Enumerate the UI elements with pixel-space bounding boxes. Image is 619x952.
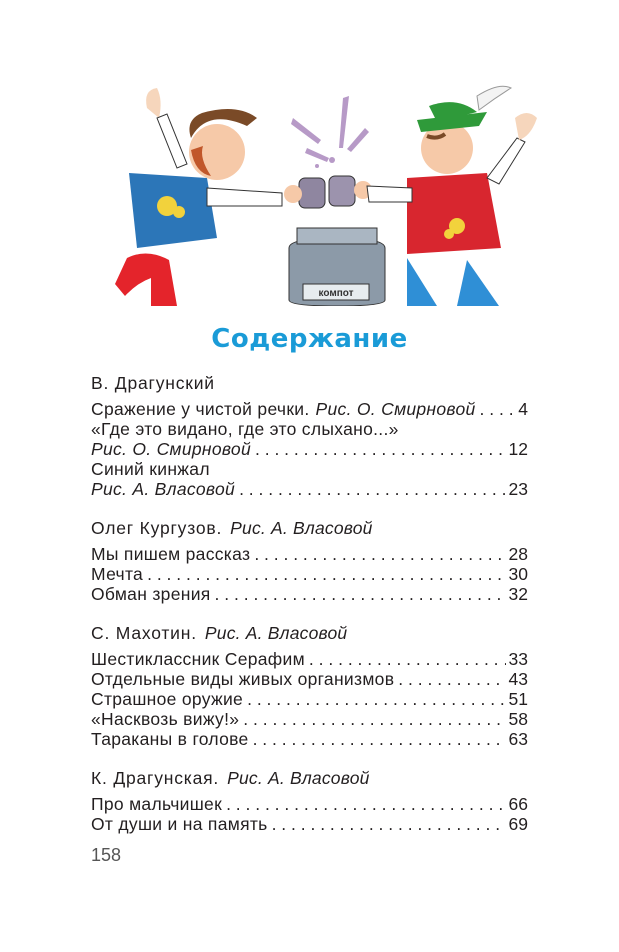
page-title: Содержание [211,324,408,354]
toc-entry [91,459,528,479]
left-musketeer [115,88,282,306]
leader-dots [255,439,506,459]
leader-dots [239,479,505,499]
author-illustrator: Рис. А. Власовой [204,623,348,643]
entry-title [91,479,235,499]
entry-page: 33 [508,649,528,669]
entry-page: 43 [508,669,528,689]
toc-entry [91,814,528,834]
page-number: 158 [91,845,122,865]
leader-dots [272,814,506,834]
entry-page: 66 [508,794,528,814]
entry-page: 30 [508,564,528,584]
entry-title: Обман зрения [91,584,211,604]
leader-dots [398,669,505,689]
leader-dots [226,794,505,814]
toc-group-dragunskaya [91,768,528,834]
entry-title: От души и на память [91,814,268,834]
leader-dots [247,689,505,709]
entry-title: Тараканы в голове [91,729,249,749]
entry-illustrator: Рис. О. Смирновой [91,439,251,459]
toc-group-makhotin [91,623,528,749]
entry-page: 63 [508,729,528,749]
entry-page: 23 [508,479,528,499]
table-of-contents [91,373,528,853]
toc-entry [91,564,528,584]
leader-dots [480,399,516,419]
entry-page: 4 [518,399,528,419]
entry-title: Синий кинжал [91,459,210,479]
entry-illustrator: Рис. О. Смирновой [315,399,476,419]
author-name: Олег Кургузов. [91,518,223,538]
toc-author [91,623,528,643]
entry-illustrator: Рис. А. Власовой [91,479,236,499]
leader-dots [147,564,505,584]
leader-dots [253,729,506,749]
toc-entry [91,649,528,669]
entry-title: «Где это видано, где это слыхано...» [91,419,399,439]
toc-author [91,768,528,788]
toc-entry [91,669,528,689]
entry-page: 28 [508,544,528,564]
toc-entry [91,399,528,419]
entry-title [91,439,251,459]
entry-title: Мы пишем рассказ [91,544,251,564]
compote-splash [291,96,369,168]
entry-title: «Насквозь вижу!» [91,709,240,729]
toc-entry [91,544,528,564]
entry-title: Страшное оружие [91,689,244,709]
author-name: К. Драгунская. [91,768,220,788]
toc-entry [91,439,528,459]
entry-page: 32 [508,584,528,604]
leader-dots [215,584,506,604]
entry-title: Про мальчишек [91,794,223,814]
toc-entry [91,709,528,729]
toc-group-kurguzov [91,518,528,604]
entry-title: Отдельные виды живых организмов [91,669,395,689]
toc-entry [91,419,528,439]
entry-title: Шестиклассник Серафим [91,649,305,669]
author-illustrator: Рис. А. Власовой [227,768,370,788]
toc-author [91,373,528,393]
entry-title: Сражение у чистой речки. Рис. О. Смирновой [91,399,476,419]
musketeers-illustration [107,78,553,306]
author-name: С. Махотин. [91,623,197,643]
entry-page: 51 [508,689,528,709]
toc-author [91,518,528,538]
leader-dots [309,649,506,669]
right-musketeer [367,86,537,306]
toc-group-dragunsky [91,373,528,499]
toc-entry [91,584,528,604]
toc-entry [91,479,528,499]
author-illustrator: Рис. А. Власовой [230,518,373,538]
leader-dots [243,709,505,729]
entry-page: 12 [508,439,528,459]
cups [284,176,372,208]
entry-page: 58 [508,709,528,729]
compote-jar [289,228,385,306]
toc-entry [91,689,528,709]
entry-page: 69 [508,814,528,834]
author-name: В. Драгунский [91,373,215,393]
toc-entry [91,729,528,749]
leader-dots [254,544,505,564]
toc-entry [91,794,528,814]
entry-title: Мечта [91,564,144,584]
jar-label: компот [318,288,354,299]
